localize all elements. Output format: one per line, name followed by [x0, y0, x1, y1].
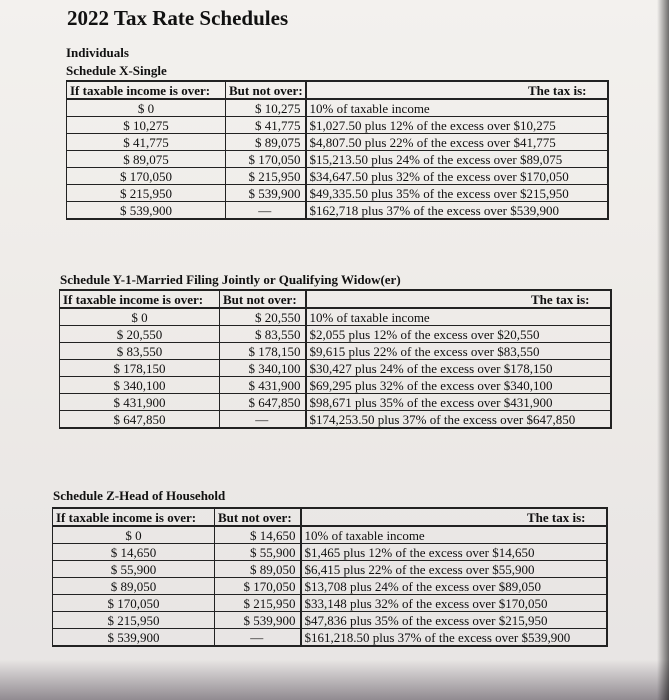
schedule-z-table: [52, 507, 608, 647]
table-row: [67, 202, 608, 220]
cell-over: $ 178,150: [60, 360, 220, 377]
table-row: [53, 561, 607, 578]
table-row: [53, 526, 607, 544]
table-row: [67, 185, 608, 202]
table-row: [53, 578, 607, 595]
cell-tax: $161,218.50 plus 37% of the excess over $539,900: [301, 629, 607, 647]
table-row: [60, 394, 611, 411]
cell-tax: 10% of taxable income: [306, 99, 608, 117]
cell-not-over: $ 539,900: [226, 185, 306, 202]
cell-tax: $9,615 plus 22% of the excess over $83,550: [306, 343, 611, 360]
cell-tax: $30,427 plus 24% of the excess over $178,150: [306, 360, 611, 377]
cell-tax: $4,807.50 plus 22% of the excess over $41,775: [306, 134, 608, 151]
table-row: [53, 629, 607, 647]
table-header-row: [67, 81, 608, 99]
cell-not-over: $ 647,850: [220, 394, 306, 411]
photo-shadow-bottom: [0, 660, 669, 700]
cell-tax: $47,836 plus 35% of the excess over $215,950: [301, 612, 607, 629]
cell-not-over: $ 340,100: [220, 360, 306, 377]
cell-over: $ 431,900: [60, 394, 220, 411]
cell-over: $ 539,900: [67, 202, 226, 220]
cell-over: $ 539,900: [53, 629, 215, 647]
cell-tax: $49,335.50 plus 35% of the excess over $215,950: [306, 185, 608, 202]
table-row: [53, 595, 607, 612]
cell-not-over: $ 539,900: [215, 612, 301, 629]
header-over: If taxable income is over:: [53, 508, 215, 526]
cell-tax: $1,027.50 plus 12% of the excess over $10,275: [306, 117, 608, 134]
cell-over: $ 0: [67, 99, 226, 117]
schedule-x-title: Schedule X-Single: [66, 63, 167, 78]
schedule-z-title: Schedule Z-Head of Household: [53, 488, 226, 503]
cell-over: $ 647,850: [60, 411, 220, 429]
cell-not-over: $ 170,050: [226, 151, 306, 168]
cell-not-over: $ 170,050: [215, 578, 301, 595]
header-tax: The tax is:: [306, 81, 608, 99]
table-row: [67, 151, 608, 168]
cell-tax: $13,708 plus 24% of the excess over $89,050: [301, 578, 607, 595]
cell-over: $ 14,650: [53, 544, 215, 561]
cell-tax: $6,415 plus 22% of the excess over $55,900: [301, 561, 607, 578]
cell-tax: $1,465 plus 12% of the excess over $14,650: [301, 544, 607, 561]
section-individuals: Individuals: [66, 45, 129, 60]
table-row: [60, 326, 611, 343]
header-not-over: But not over:: [226, 81, 306, 99]
cell-tax: 10% of taxable income: [306, 308, 611, 326]
table-row: [60, 343, 611, 360]
cell-tax: $34,647.50 plus 32% of the excess over $170,050: [306, 168, 608, 185]
header-over: If taxable income is over:: [67, 81, 226, 99]
table-row: [60, 308, 611, 326]
table-row: [67, 168, 608, 185]
table-row: [67, 99, 608, 117]
cell-over: $ 170,050: [67, 168, 226, 185]
cell-tax: $33,148 plus 32% of the excess over $170,050: [301, 595, 607, 612]
cell-not-over: $ 41,775: [226, 117, 306, 134]
header-not-over: But not over:: [220, 290, 306, 308]
table-row: [67, 117, 608, 134]
page-title: 2022 Tax Rate Schedules: [67, 6, 289, 30]
cell-not-over: $ 10,275: [226, 99, 306, 117]
schedule-x-table: [66, 80, 609, 220]
cell-over: $ 0: [53, 526, 215, 544]
table-row: [67, 134, 608, 151]
cell-over: $ 83,550: [60, 343, 220, 360]
cell-over: $ 55,900: [53, 561, 215, 578]
cell-tax: $162,718 plus 37% of the excess over $539,900: [306, 202, 608, 220]
table-row: [60, 377, 611, 394]
header-over: If taxable income is over:: [60, 290, 220, 308]
table-row: [60, 360, 611, 377]
cell-not-over: $ 215,950: [215, 595, 301, 612]
header-not-over: But not over:: [215, 508, 301, 526]
schedule-y1-table: [59, 289, 612, 429]
cell-over: $ 89,075: [67, 151, 226, 168]
cell-over: $ 20,550: [60, 326, 220, 343]
cell-not-over: $ 431,900: [220, 377, 306, 394]
cell-over: $ 340,100: [60, 377, 220, 394]
schedule-y1-title: Schedule Y-1-Married Filing Jointly or Qualifying Widow(er): [60, 272, 401, 287]
cell-over: $ 215,950: [53, 612, 215, 629]
cell-not-over: $ 14,650: [215, 526, 301, 544]
table-row: [53, 544, 607, 561]
cell-over: $ 89,050: [53, 578, 215, 595]
cell-not-over: $ 83,550: [220, 326, 306, 343]
cell-over: $ 0: [60, 308, 220, 326]
photo-shadow-right: [657, 0, 669, 700]
cell-tax: $15,213.50 plus 24% of the excess over $89,075: [306, 151, 608, 168]
cell-over: $ 215,950: [67, 185, 226, 202]
cell-not-over: $ 178,150: [220, 343, 306, 360]
cell-over: $ 170,050: [53, 595, 215, 612]
cell-not-over: $ 20,550: [220, 308, 306, 326]
cell-not-over: $ 89,075: [226, 134, 306, 151]
header-tax: The tax is:: [306, 290, 611, 308]
cell-over: $ 41,775: [67, 134, 226, 151]
cell-not-over: $ 55,900: [215, 544, 301, 561]
cell-not-over: $ 215,950: [226, 168, 306, 185]
cell-not-over: $ 89,050: [215, 561, 301, 578]
table-row: [53, 612, 607, 629]
header-tax: The tax is:: [301, 508, 607, 526]
cell-tax: $98,671 plus 35% of the excess over $431,900: [306, 394, 611, 411]
table-header-row: [53, 508, 607, 526]
table-header-row: [60, 290, 611, 308]
cell-tax: $2,055 plus 12% of the excess over $20,550: [306, 326, 611, 343]
cell-tax: $69,295 plus 32% of the excess over $340,100: [306, 377, 611, 394]
cell-tax: 10% of taxable income: [301, 526, 607, 544]
cell-tax: $174,253.50 plus 37% of the excess over $647,850: [306, 411, 611, 429]
table-row: [60, 411, 611, 429]
cell-not-over: —: [226, 202, 306, 220]
cell-not-over: —: [220, 411, 306, 429]
cell-over: $ 10,275: [67, 117, 226, 134]
cell-not-over: —: [215, 629, 301, 647]
